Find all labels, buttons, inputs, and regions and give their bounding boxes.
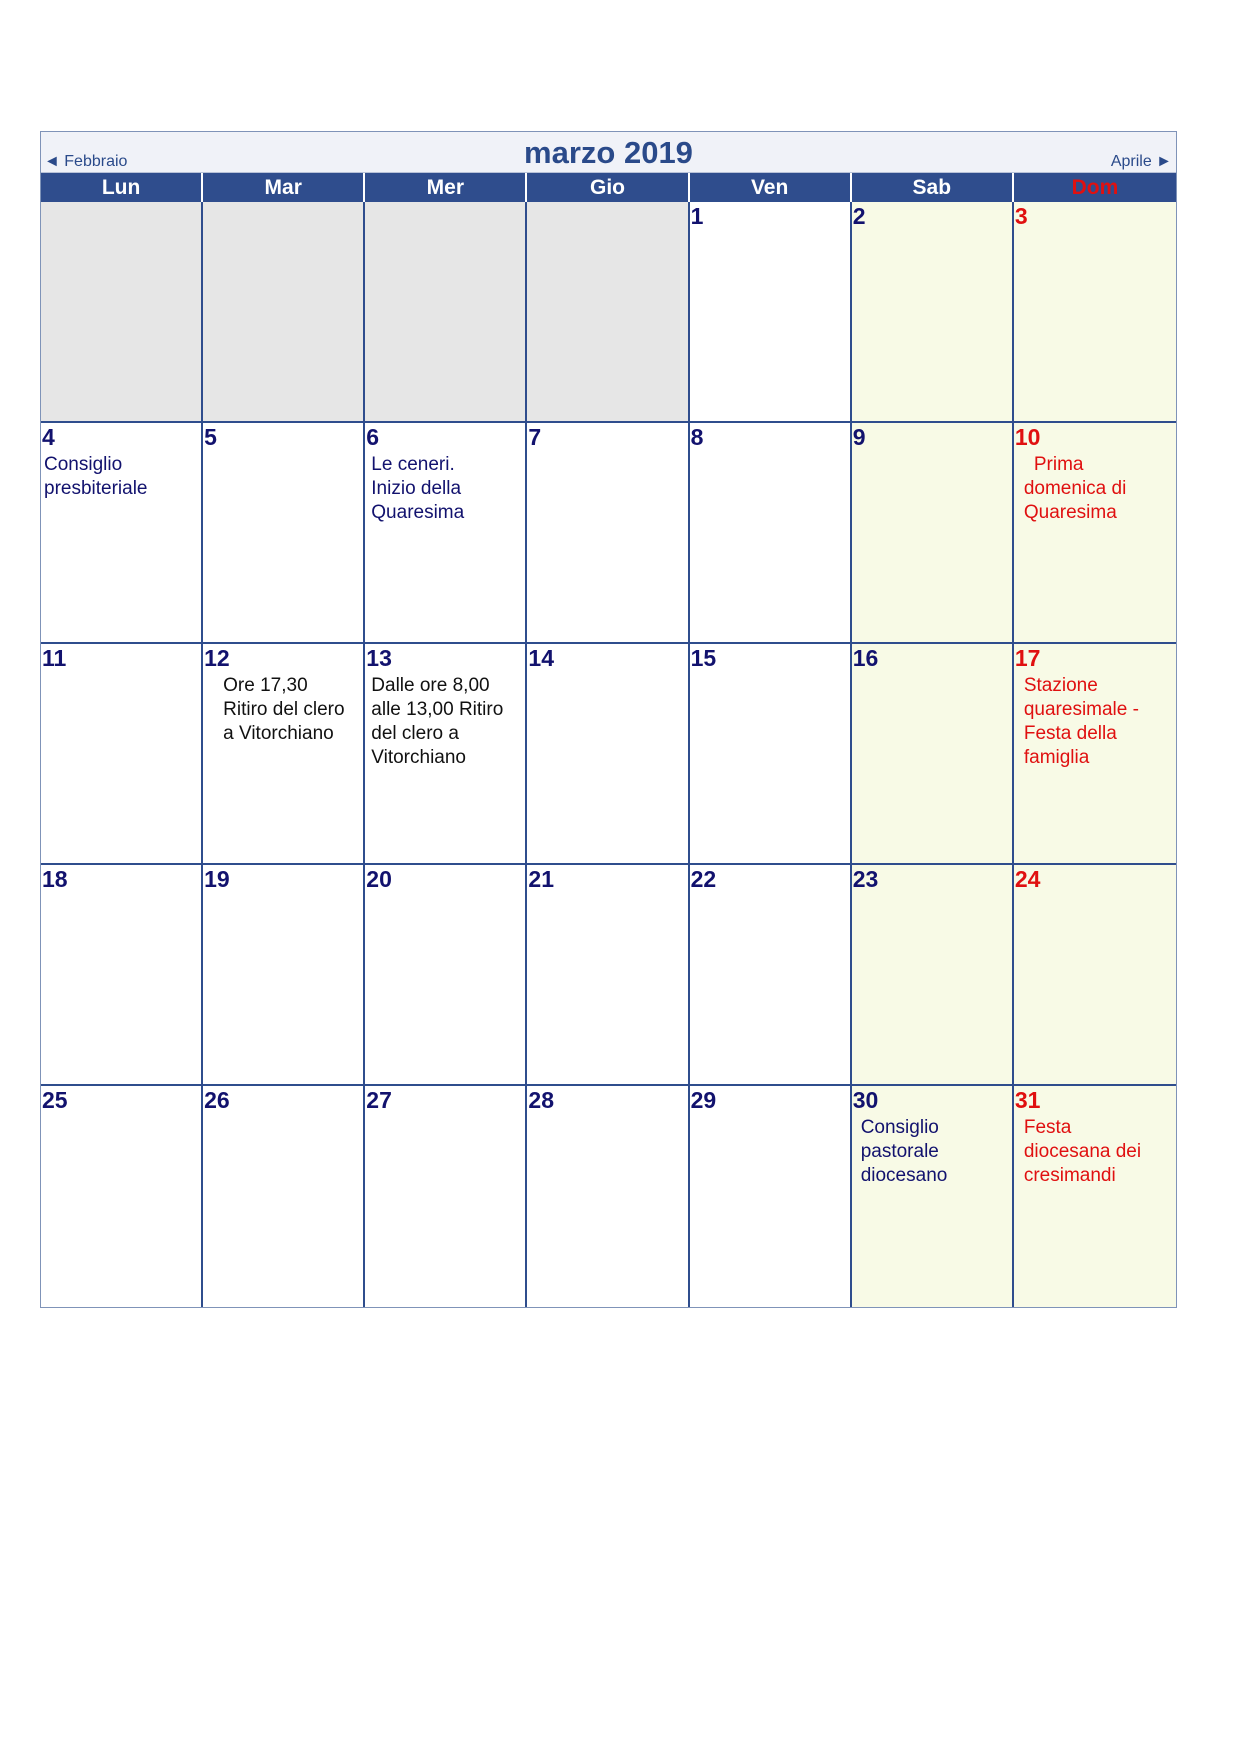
day-number: 23 (852, 866, 879, 892)
day-number: 19 (204, 866, 230, 892)
event-text: Stazione quaresimale - Festa della famiglia (1023, 675, 1139, 768)
day-number: 28 (528, 1087, 555, 1113)
day-number: 7 (528, 424, 542, 450)
day-cell-13[interactable] (365, 644, 527, 865)
day-number: 31 (1014, 1087, 1041, 1113)
day-number: 8 (690, 424, 704, 450)
day-cell-24[interactable] (1014, 865, 1176, 1086)
day-cell-20[interactable] (365, 865, 527, 1086)
day-cell-11[interactable] (41, 644, 203, 865)
day-number: 20 (366, 866, 392, 892)
day-number: 24 (1014, 866, 1041, 892)
day-number: 14 (528, 645, 555, 671)
day-cell-30[interactable] (852, 1086, 1014, 1307)
day-cell-23[interactable] (852, 865, 1014, 1086)
event-text: Festa diocesana dei cresimandi (1023, 1117, 1142, 1186)
day-cell-27[interactable] (365, 1086, 527, 1307)
day-number: 11 (42, 645, 67, 671)
day-cell-21[interactable] (527, 865, 689, 1086)
day-cell-16[interactable] (852, 644, 1014, 865)
day-cell-9[interactable] (852, 423, 1014, 644)
day-number: 12 (204, 645, 230, 671)
weekday-tue: Mar (203, 173, 365, 202)
day-cell-22[interactable] (690, 865, 852, 1086)
day-cell-12[interactable] (203, 644, 365, 865)
day-number: 4 (42, 424, 55, 450)
day-cell-14[interactable] (527, 644, 689, 865)
day-cell-15[interactable] (690, 644, 852, 865)
month-title: marzo 2019 (524, 135, 693, 170)
day-cell-7[interactable] (527, 423, 689, 644)
day-number: 21 (528, 866, 555, 892)
day-number: 16 (852, 645, 879, 671)
weekday-mon: Lun (41, 173, 203, 202)
empty-day-cell (41, 202, 203, 423)
day-number: 1 (690, 203, 704, 229)
day-number: 26 (204, 1087, 230, 1113)
empty-day-cell (203, 202, 365, 423)
day-number: 10 (1014, 424, 1041, 450)
day-cell-25[interactable] (41, 1086, 203, 1307)
day-number: 30 (852, 1087, 879, 1113)
day-grid (41, 202, 1176, 1307)
day-cell-3[interactable] (1014, 202, 1176, 423)
weekday-wed: Mer (365, 173, 527, 202)
day-cell-2[interactable] (852, 202, 1014, 423)
day-number: 2 (852, 203, 866, 229)
event-text: Consiglio pastorale diocesano (860, 1117, 948, 1186)
weekday-header (41, 173, 1176, 202)
day-number: 15 (690, 645, 717, 671)
day-cell-6[interactable] (365, 423, 527, 644)
next-month-link[interactable]: Aprile ► (1110, 153, 1172, 170)
prev-month-link[interactable]: ◄ Febbraio (44, 153, 128, 170)
day-number: 6 (366, 424, 380, 450)
day-cell-26[interactable] (203, 1086, 365, 1307)
day-number: 29 (690, 1087, 717, 1113)
weekday-thu: Gio (527, 173, 689, 202)
empty-day-cell (365, 202, 527, 423)
day-number: 22 (690, 866, 717, 892)
event-text: Le ceneri. Inizio della Quaresima (371, 454, 465, 523)
calendar-header (41, 132, 1176, 173)
day-number: 3 (1014, 203, 1028, 229)
day-cell-31[interactable] (1014, 1086, 1176, 1307)
weekday-sun: Dom (1014, 173, 1176, 202)
calendar (40, 131, 1177, 1308)
day-cell-18[interactable] (41, 865, 203, 1086)
day-number: 17 (1014, 645, 1041, 671)
day-cell-17[interactable] (1014, 644, 1176, 865)
day-cell-4[interactable] (41, 423, 203, 644)
day-number: 27 (366, 1087, 392, 1113)
day-cell-5[interactable] (203, 423, 365, 644)
event-text: Prima domenica di Quaresima (1023, 454, 1127, 523)
day-number: 25 (42, 1087, 68, 1113)
day-cell-28[interactable] (527, 1086, 689, 1307)
day-cell-19[interactable] (203, 865, 365, 1086)
weekday-sat: Sab (852, 173, 1014, 202)
day-cell-1[interactable] (690, 202, 852, 423)
event-text: Consiglio presbiteriale (44, 454, 148, 499)
day-number: 13 (366, 645, 392, 671)
day-cell-8[interactable] (690, 423, 852, 644)
empty-day-cell (527, 202, 689, 423)
day-cell-29[interactable] (690, 1086, 852, 1307)
day-number: 5 (204, 424, 217, 450)
day-cell-10[interactable] (1014, 423, 1176, 644)
event-text: Ore 17,30 Ritiro del clero a Vitorchiano (223, 675, 345, 744)
day-number: 9 (852, 424, 866, 450)
day-number: 18 (42, 866, 68, 892)
weekday-fri: Ven (690, 173, 852, 202)
event-text: Dalle ore 8,00 alle 13,00 Ritiro del clero a Vitorchiano (371, 675, 504, 768)
